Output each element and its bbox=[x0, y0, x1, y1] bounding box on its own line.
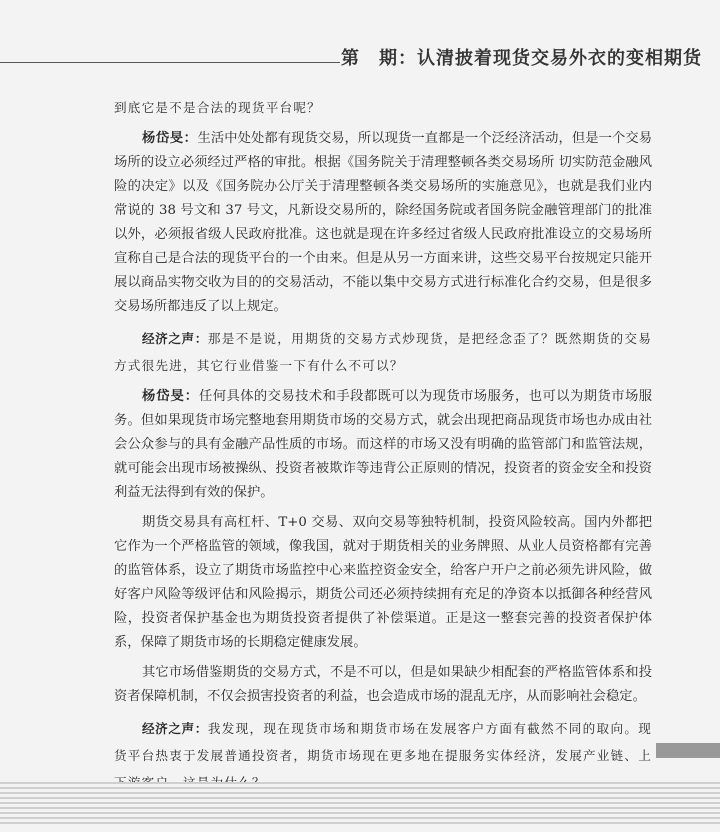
page-edge-tab bbox=[656, 743, 720, 758]
paragraph-text: 其它市场借鉴期货的交易方式，不是不可以，但是如果缺少相配套的严格监管体系和投资者保障机制，不仅会损害投资者的利益，也会造成市场的混乱无序，从而影响社会稳定。 bbox=[114, 665, 652, 704]
paragraph-text: 到底它是不是合法的现货平台呢？ bbox=[114, 100, 321, 115]
speaker-name: 经济之声： bbox=[142, 331, 208, 346]
paragraph-text: 生活中处处都有现货交易，所以现货一直都是一个泛经济活动，但是一个交易场所的设立必须经过严格的审批。根据《国务院关于清理整顿各类交易场所 切实防范金融风险的决定》以及《国务院办公厅关于清理整顿各类交易场所的实施意见》，也就是我们业内常说的 38 号文和 37 号文，凡新设交易所的，除经国务院或者国务院金融管理部门的批准以外，必须报省级人民政府批准。这也就是现在许多经过省级人民政府批准设立的交易场所宣称自己是合法的现货平台的一个由来。但是从另一方面来讲，这些交易平台按规定只能开展以商品实物交收为目的的交易活动，不能以集中交易方式进行标准化合约交易，但是很多交易场所都违反了以上规定。 bbox=[114, 131, 653, 314]
paragraph-text: 期货交易具有高杠杆、T+0 交易、双向交易等独特机制，投资风险较高。国内外都把它作为一个严格监管的领域，像我国，就对于期货相关的业务牌照、从业人员资格都有完善的监管体系，设立了期货市场监控中心来监控资金安全，给客户开户之前必须先讲风险，做好客户风险等级评估和风险揭示，期货公司还必须持续拥有充足的净资本以抵御各种经营风险，投资者保护基金也为期货投资者提供了补偿渠道。正是这一整套完善的投资者保护体系，保障了期货市场的长期稳定健康发展。 bbox=[114, 515, 652, 650]
paragraph-text: 我发现，现在现货市场和期货市场在发展客户方面有截然不同的取向。现货平台热衷于发展普通投资者，期货市场现在更多地在提服务实体经济，发展产业链、上 bbox=[114, 721, 652, 763]
header-rule bbox=[0, 62, 340, 63]
speaker-name: 杨岱旻： bbox=[142, 389, 199, 404]
paragraph-answer bbox=[114, 511, 652, 655]
paragraph-answer bbox=[114, 385, 652, 505]
paragraph-answer bbox=[114, 661, 652, 709]
article-body bbox=[114, 94, 652, 832]
speaker-name: 杨岱旻： bbox=[142, 131, 198, 146]
footer-stripes bbox=[0, 782, 720, 824]
paragraph-text: 任何具体的交易技术和手段都既可以为现货市场服务，也可以为期货市场服务。但如果现货市场完整地套用期货市场的交易方式，就会出现把商品现货市场也办成由社会公众参与的具有金融产品性质的市场。而这样的市场又没有明确的监管部门和监管法规，就可能会出现市场被操纵、投资者被欺诈等违背公正原则的情况，投资者的资金安全和投资利益无法得到有效的保护。 bbox=[114, 389, 653, 500]
paragraph-answer bbox=[114, 127, 652, 319]
paragraph-text: 那是不是说，用期货的交易方式炒现货，是把经念歪了？既然期货的交易方式很先进，其它行业借鉴一下有什么不可以？ bbox=[114, 331, 652, 373]
chapter-header-title: 第 期：认清披着现货交易外衣的变相期货 bbox=[341, 48, 702, 69]
paragraph-question bbox=[114, 325, 652, 379]
speaker-name: 经济之声： bbox=[142, 721, 208, 736]
paragraph-question-continuation bbox=[114, 94, 652, 121]
